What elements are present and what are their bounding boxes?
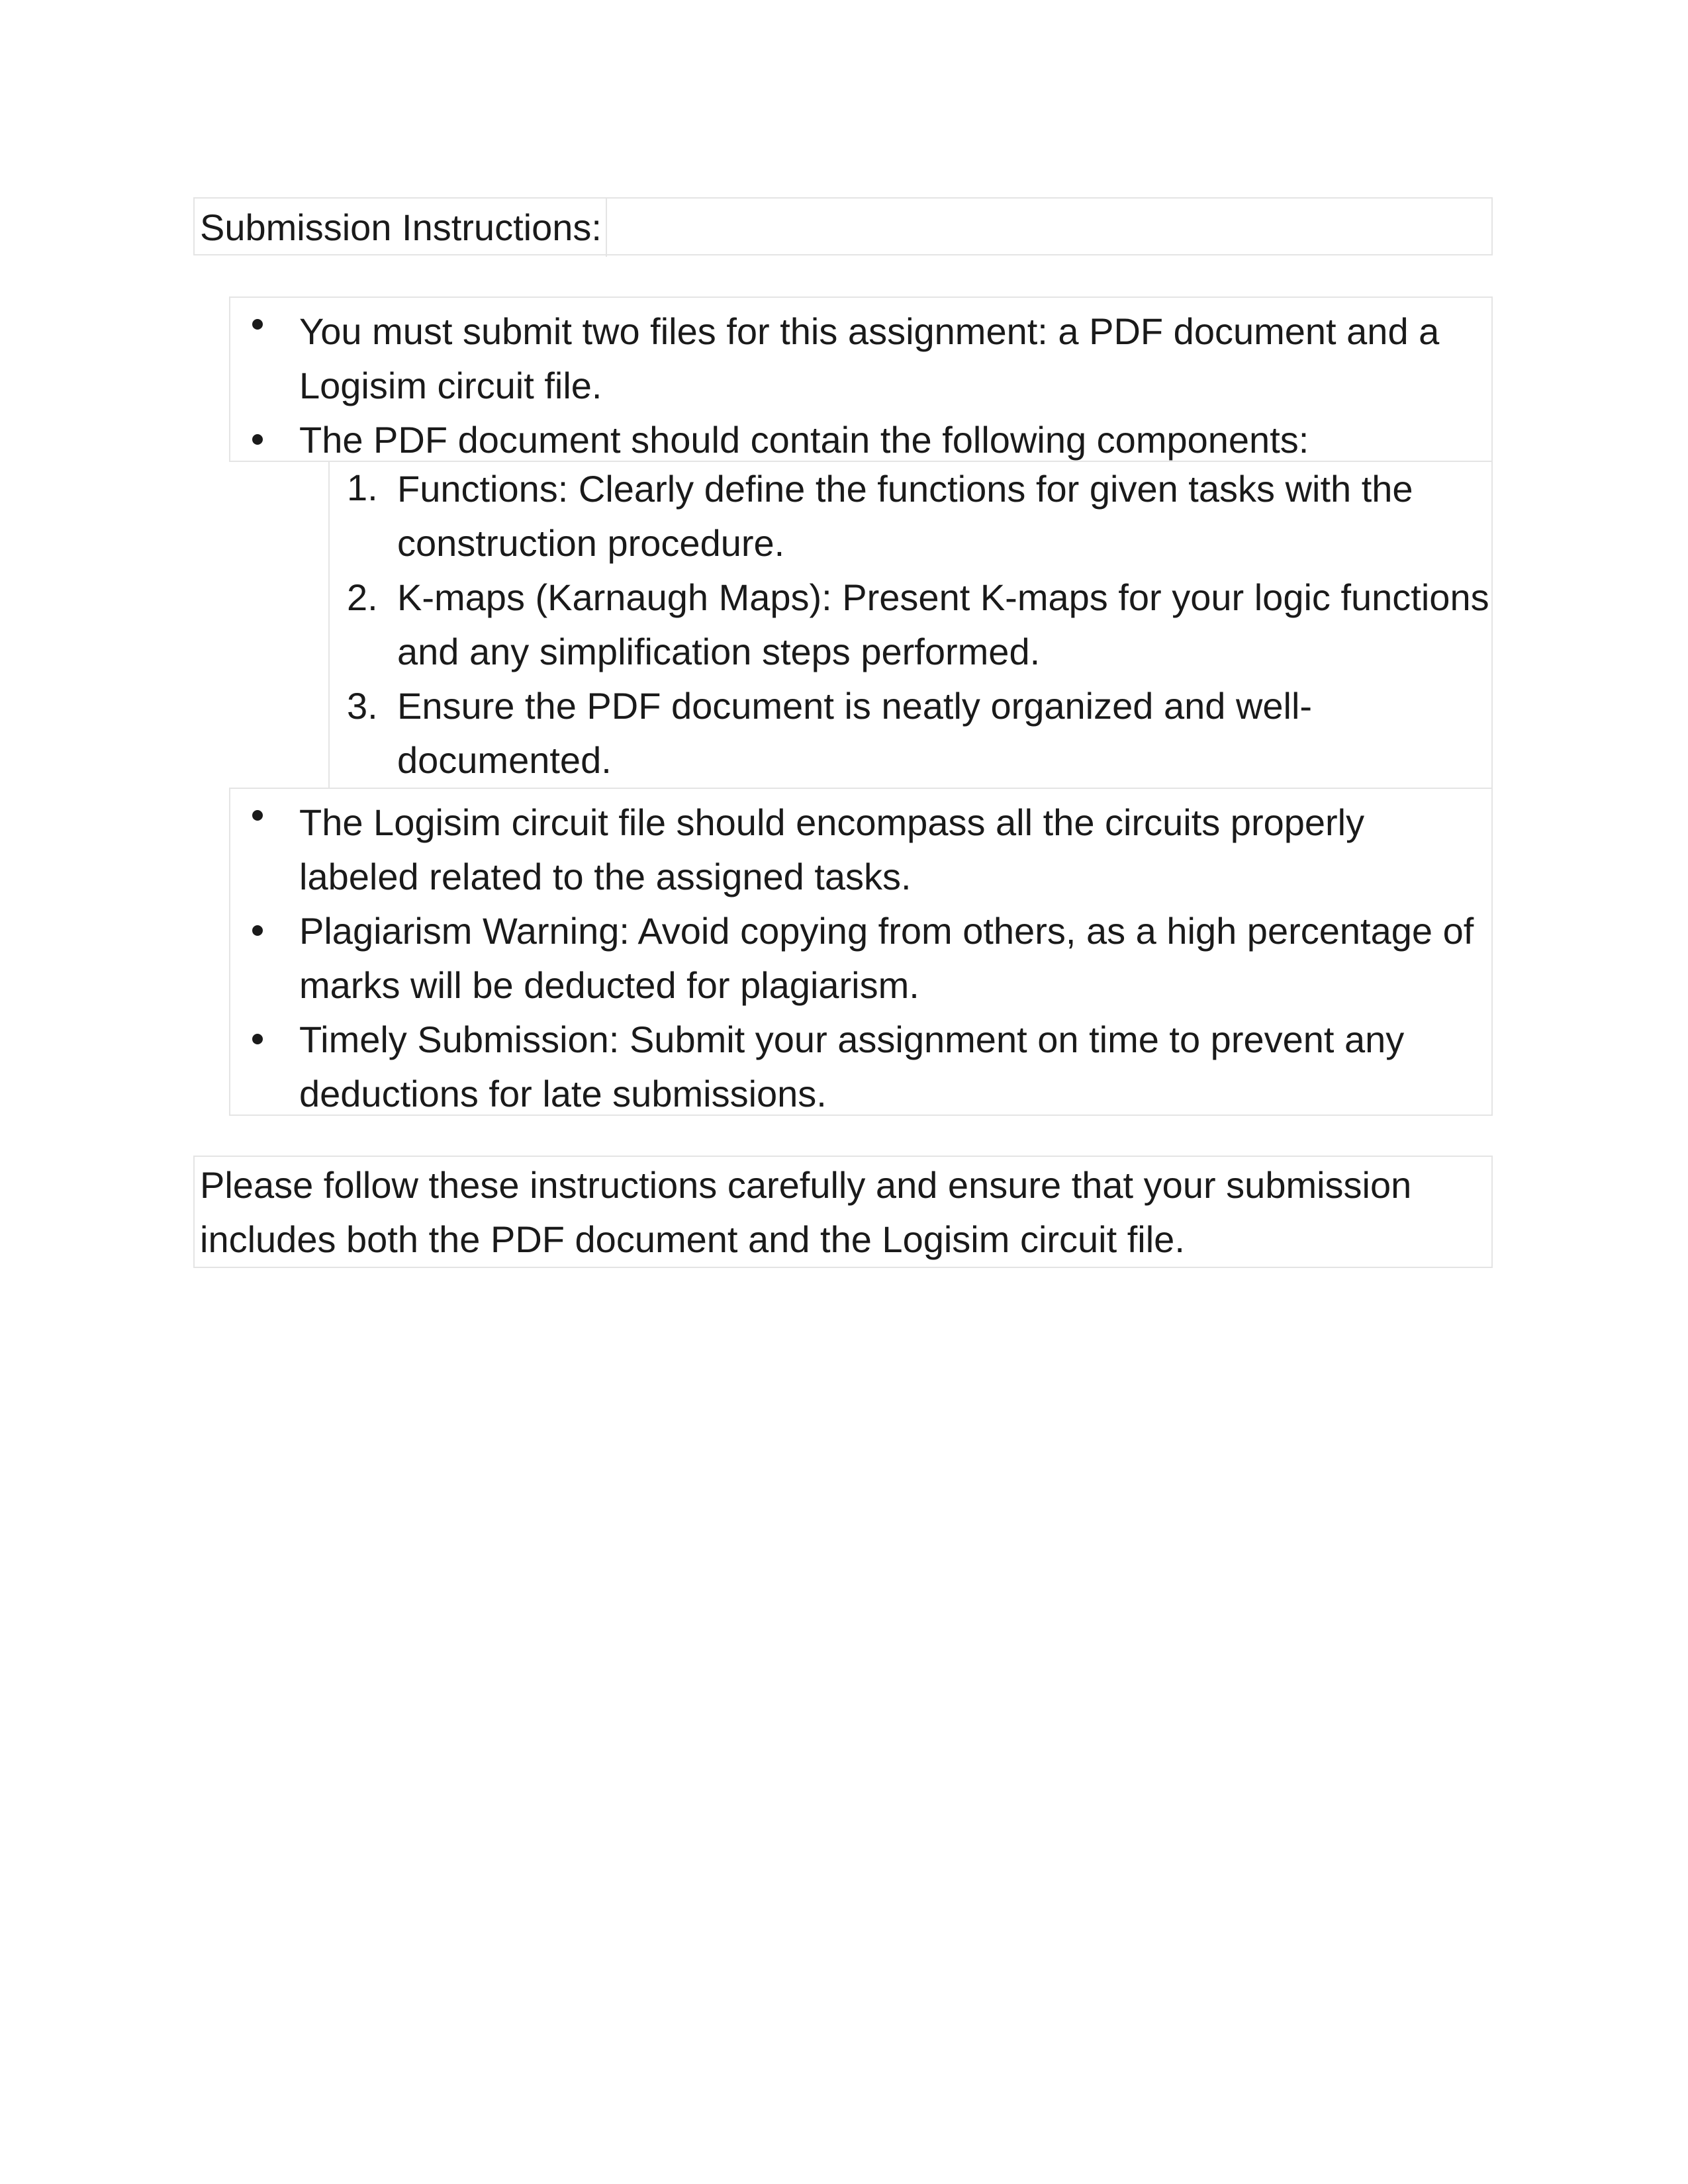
page-heading: Submission Instructions: — [195, 199, 607, 257]
list-item — [230, 298, 1491, 413]
list-item-line: Timely Submission: Submit your assignment on time to prevent any — [299, 1019, 1405, 1060]
closing-line: includes both the PDF document and the Logisim circuit file. — [200, 1218, 1185, 1260]
bullet-list-bottom — [229, 788, 1493, 1116]
list-item-line: Logisim circuit file. — [299, 365, 602, 406]
list-item-line: Functions: Clearly define the functions for given tasks with the — [397, 468, 1413, 510]
list-item — [230, 904, 1491, 1013]
bullet-icon — [252, 1034, 263, 1044]
list-item-line: The Logisim circuit file should encompass all the circuits properly — [299, 801, 1365, 843]
list-item — [230, 1013, 1491, 1121]
list-item — [230, 789, 1491, 904]
list-item-line: documented. — [397, 739, 612, 781]
list-item-line: marks will be deducted for plagiarism. — [299, 964, 919, 1006]
bullet-icon — [252, 810, 263, 821]
item-number: 2. — [347, 576, 378, 618]
closing-line: Please follow these instructions carefully and ensure that your submission — [200, 1164, 1412, 1206]
list-item-line: labeled related to the assigned tasks. — [299, 856, 912, 897]
list-item-line: and any simplification steps performed. — [397, 631, 1041, 672]
numbered-item — [330, 461, 1491, 570]
numbered-item — [330, 570, 1491, 679]
item-number: 1. — [347, 467, 378, 508]
list-item-line: The PDF document should contain the following components: — [299, 419, 1309, 461]
list-item-line: K-maps (Karnaugh Maps): Present K-maps for your logic functions — [397, 576, 1489, 618]
list-item-line: Ensure the PDF document is neatly organized and well- — [397, 685, 1313, 727]
bullet-icon — [252, 925, 263, 936]
bullet-list-top — [229, 296, 1493, 462]
list-item-line: Plagiarism Warning: Avoid copying from others, as a high percentage of — [299, 910, 1474, 952]
list-item — [230, 413, 1491, 467]
bullet-icon — [252, 319, 263, 330]
list-item-line: You must submit two files for this assignment: a PDF document and a — [299, 310, 1440, 352]
bullet-icon — [252, 434, 263, 445]
numbered-list — [328, 461, 1493, 789]
numbered-item — [330, 679, 1491, 788]
closing-paragraph — [193, 1156, 1493, 1268]
list-item-line: construction procedure. — [397, 522, 785, 564]
heading-box — [193, 197, 1493, 255]
item-number: 3. — [347, 685, 378, 727]
list-item-line: deductions for late submissions. — [299, 1073, 827, 1115]
